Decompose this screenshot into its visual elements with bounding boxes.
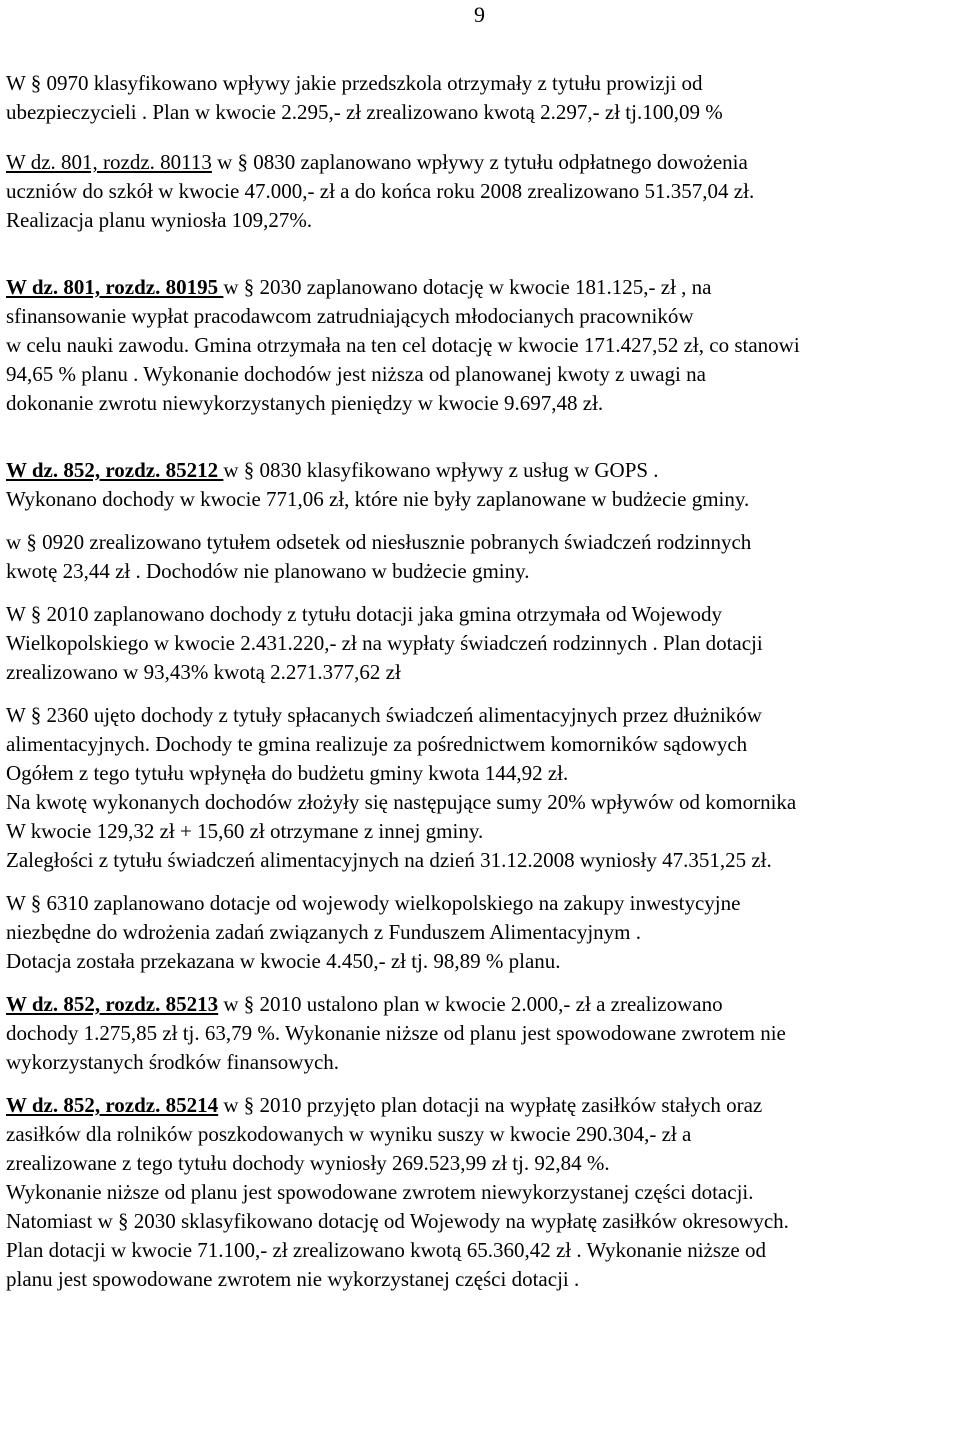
text-line: W § 2010 zaplanowano dochody z tytułu dotacji jaka gmina otrzymała od Wojewody — [6, 602, 723, 626]
paragraph-85213 — [6, 990, 956, 1077]
paragraph-80113 — [6, 148, 956, 235]
text-line: uczniów do szkół w kwocie 47.000,- zł a do końca roku 2008 zrealizowano 51.357,04 zł. — [6, 179, 755, 203]
paragraph-0970 — [6, 69, 956, 127]
text-line: dochody 1.275,85 zł tj. 63,79 %. Wykonanie niższe od planu jest spowodowane zwrotem nie — [6, 1021, 786, 1045]
section-heading: W dz. 852, rozdz. 85212 — [6, 458, 224, 482]
document-body — [6, 69, 956, 1294]
paragraph-85214 — [6, 1091, 956, 1294]
text-line: wykorzystanych środków finansowych. — [6, 1050, 340, 1074]
text-line: Na kwotę wykonanych dochodów złożyły się następujące sumy 20% wpływów od komornika — [6, 790, 797, 814]
text-line: Realizacja planu wyniosła 109,27%. — [6, 208, 313, 232]
text-line: Natomiast w § 2030 sklasyfikowano dotację od Wojewody na wypłatę zasiłków okresowych. — [6, 1209, 789, 1233]
text-line: W § 6310 zaplanowano dotacje od wojewody wielkopolskiego na zakupy inwestycyjne — [6, 891, 741, 915]
text-line: zrealizowane z tego tytułu dochody wyniosły 269.523,99 zł tj. 92,84 %. — [6, 1151, 610, 1175]
text-line: Dotacja została przekazana w kwocie 4.450,- zł tj. 98,89 % planu. — [6, 949, 561, 973]
paragraph-6310 — [6, 889, 956, 976]
section-heading: W dz. 852, rozdz. 85214 — [6, 1093, 219, 1117]
text-line: kwotę 23,44 zł . Dochodów nie planowano w budżecie gminy. — [6, 559, 530, 583]
text-line: W § 0970 klasyfikowano wpływy jakie przedszkola otrzymały z tytułu prowizji od — [6, 71, 703, 95]
paragraph-0920 — [6, 528, 956, 586]
text-line — [6, 273, 956, 302]
text-span: w § 0830 klasyfikowano wpływy z usług w GOPS . — [223, 458, 659, 482]
text-line — [6, 456, 956, 485]
text-line: zasiłków dla rolników poszkodowanych w wyniku suszy w kwocie 290.304,- zł a — [6, 1122, 692, 1146]
text-line — [6, 990, 956, 1019]
text-line: Wykonano dochody w kwocie 771,06 zł, które nie były zaplanowane w budżecie gminy. — [6, 487, 750, 511]
text-line: ubezpieczycieli . Plan w kwocie 2.295,- zł zrealizowano kwotą 2.297,- zł tj.100,09 % — [6, 100, 723, 124]
page-number: 9 — [474, 2, 485, 27]
text-span: w § 2030 zaplanowano dotację w kwocie 181.125,- zł , na — [223, 275, 712, 299]
text-span: w § 2010 ustalono plan w kwocie 2.000,- zł a zrealizowano — [218, 992, 723, 1016]
text-line: zrealizowano w 93,43% kwotą 2.271.377,62 zł — [6, 660, 401, 684]
text-line: 94,65 % planu . Wykonanie dochodów jest niższa od planowanej kwoty z uwagi na — [6, 362, 706, 386]
paragraph-80195 — [6, 273, 956, 418]
text-line: niezbędne do wdrożenia zadań związanych z Funduszem Alimentacyjnym . — [6, 920, 642, 944]
text-span: w § 0830 zaplanowano wpływy z tytułu odpłatnego dowożenia — [211, 150, 748, 174]
text-line: W kwocie 129,32 zł + 15,60 zł otrzymane z innej gminy. — [6, 819, 484, 843]
text-line: Wykonanie niższe od planu jest spowodowane zwrotem niewykorzystanej części dotacji. — [6, 1180, 754, 1204]
text-line: W § 2360 ujęto dochody z tytuły spłacanych świadczeń alimentacyjnych przez dłużników — [6, 703, 762, 727]
section-heading: W dz. 852, rozdz. 85213 — [6, 992, 219, 1016]
text-line: w celu nauki zawodu. Gmina otrzymała na ten cel dotację w kwocie 171.427,52 zł, co stanowi — [6, 333, 800, 357]
text-line: Zaległości z tytułu świadczeń alimentacyjnych na dzień 31.12.2008 wyniosły 47.351,25 zł. — [6, 848, 772, 872]
paragraph-85212 — [6, 456, 956, 514]
paragraph-2360 — [6, 701, 956, 875]
text-line — [6, 148, 956, 177]
section-heading: W dz. 801, rozdz. 80113 — [6, 150, 212, 174]
text-span: w § 2010 przyjęto plan dotacji na wypłatę zasiłków stałych oraz — [218, 1093, 763, 1117]
text-line — [6, 1091, 956, 1120]
text-line: planu jest spowodowane zwrotem nie wykorzystanej części dotacji . — [6, 1267, 580, 1291]
text-line: alimentacyjnych. Dochody te gmina realizuje za pośrednictwem komorników sądowych — [6, 732, 748, 756]
text-line: Ogółem z tego tytułu wpłynęła do budżetu gminy kwota 144,92 zł. — [6, 761, 569, 785]
paragraph-2010-rodzinne — [6, 600, 956, 687]
text-line: dokonanie zwrotu niewykorzystanych pieniędzy w kwocie 9.697,48 zł. — [6, 391, 604, 415]
text-line: Plan dotacji w kwocie 71.100,- zł zrealizowano kwotą 65.360,42 zł . Wykonanie niższe od — [6, 1238, 766, 1262]
text-line: w § 0920 zrealizowano tytułem odsetek od niesłusznie pobranych świadczeń rodzinnych — [6, 530, 752, 554]
text-line: Wielkopolskiego w kwocie 2.431.220,- zł na wypłaty świadczeń rodzinnych . Plan dotacji — [6, 631, 763, 655]
text-line: sfinansowanie wypłat pracodawcom zatrudniających młodocianych pracowników — [6, 304, 694, 328]
section-heading: W dz. 801, rozdz. 80195 — [6, 275, 224, 299]
